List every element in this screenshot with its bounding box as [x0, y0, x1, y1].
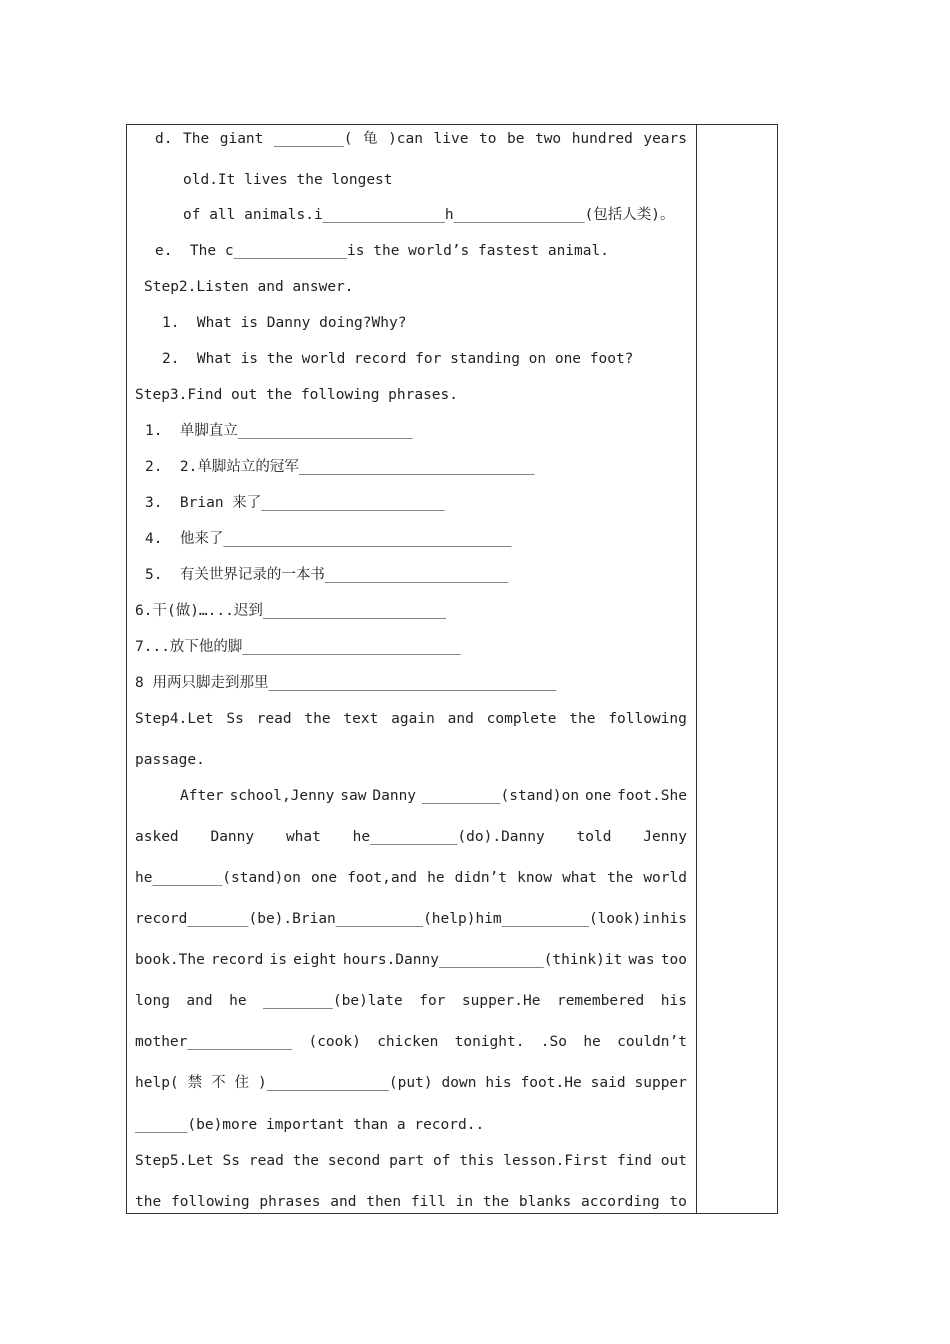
passage-line-1 — [180, 786, 687, 806]
word: complete — [486, 711, 557, 727]
word: supper — [634, 1075, 687, 1091]
word: record_______(be).Brian__________(help)him__________(look) — [135, 911, 642, 927]
word: school,Jenny — [229, 788, 335, 804]
word: world — [643, 870, 687, 886]
passage-line-8 — [135, 1073, 687, 1093]
passage-line-7 — [135, 1032, 687, 1052]
word: record — [210, 952, 264, 968]
word: and — [447, 711, 474, 727]
passage-line-9: ______(be)more important than a record.. — [135, 1117, 485, 1133]
word: foot.She — [617, 788, 687, 804]
word: his — [660, 911, 687, 927]
word: part — [389, 1153, 425, 1169]
passage-line-2 — [135, 827, 687, 847]
word: eight — [293, 952, 337, 968]
word: for — [419, 993, 446, 1009]
word: out — [660, 1153, 687, 1169]
word: his — [660, 993, 687, 1009]
passage-line-6 — [135, 991, 687, 1011]
question-1: 1. What is Danny doing?Why? — [162, 315, 407, 331]
word: lesson.First — [503, 1153, 609, 1169]
word: 住 — [234, 1075, 250, 1091]
word: the — [607, 870, 634, 886]
word: 不 — [211, 1075, 226, 1091]
word: one — [310, 870, 338, 886]
word: (cook) — [308, 1034, 361, 1050]
phrase-3: 3. Brian 来了_____________________ — [145, 495, 445, 511]
word: know — [517, 870, 553, 886]
word: following — [170, 1194, 250, 1210]
word: years — [643, 131, 687, 147]
word: too — [660, 952, 687, 968]
exercise-d-line-3: of all animals.i______________h_______________(包括人类)。 — [183, 207, 675, 223]
phrase-5: 5. 有关世界记录的一本书_____________________ — [145, 567, 509, 583]
phrase-8: 8 用两只脚走到那里_________________________________ — [135, 675, 557, 691]
word: the — [304, 711, 331, 727]
word: find — [616, 1153, 652, 1169]
word: chicken — [377, 1034, 439, 1050]
word: tonight. — [454, 1034, 525, 1050]
phrase-2: 2. 2.单脚站立的冠军___________________________ — [145, 459, 535, 475]
word: .So — [540, 1034, 567, 1050]
word: the — [135, 1194, 162, 1210]
word: fill — [410, 1194, 446, 1210]
word: Ss — [222, 1153, 240, 1169]
word: following — [608, 711, 687, 727]
word: text — [343, 711, 379, 727]
word: Step4.Let — [135, 711, 214, 727]
word: the — [482, 1194, 510, 1210]
word: long — [135, 993, 170, 1009]
word: he — [583, 1034, 601, 1050]
word: in — [455, 1194, 474, 1210]
worksheet-table — [126, 124, 778, 1214]
word: couldn’t — [617, 1034, 687, 1050]
word: said — [590, 1075, 626, 1091]
word: be — [506, 131, 525, 147]
word: this — [459, 1153, 495, 1169]
word: )can — [388, 131, 423, 147]
word: giant — [219, 131, 264, 147]
word: help( — [135, 1075, 179, 1091]
word: read — [256, 711, 292, 727]
word: according — [581, 1194, 660, 1210]
word: in — [642, 911, 660, 927]
word: saw — [340, 788, 367, 804]
word: to — [669, 1194, 687, 1210]
word: the — [292, 1153, 319, 1169]
word: 龟 — [363, 131, 378, 147]
word: d. — [155, 131, 173, 147]
word: what — [285, 829, 321, 845]
word: hundred — [571, 131, 633, 147]
question-2: 2. What is the world record for standing on one foot? — [162, 351, 634, 367]
word: of — [433, 1153, 451, 1169]
word: mother____________ — [135, 1034, 293, 1050]
word: down — [441, 1075, 477, 1091]
phrase-7: 7...放下他的脚_________________________ — [135, 639, 461, 655]
column-divider — [696, 125, 697, 1213]
word: is — [269, 952, 287, 968]
word: he__________(do).Danny — [352, 829, 545, 845]
word: Step5.Let — [135, 1153, 214, 1169]
step2-heading: Step2.Listen and answer. — [144, 279, 354, 295]
phrase-6: 6.干(做)…...迟到_____________________ — [135, 603, 447, 619]
word: foot.He — [520, 1075, 582, 1091]
word: read — [248, 1153, 284, 1169]
word: he — [427, 870, 445, 886]
step3-heading: Step3.Find out the following phrases. — [135, 387, 459, 403]
word: _________(stand)on — [421, 788, 580, 804]
word: and — [330, 1194, 357, 1210]
word: and — [186, 993, 213, 1009]
word: After — [180, 788, 224, 804]
exercise-d-line-1 — [155, 129, 687, 149]
word: the — [569, 711, 596, 727]
word: Ss — [226, 711, 244, 727]
word: he — [229, 993, 247, 1009]
word: didn’t — [454, 870, 508, 886]
word: Danny — [210, 829, 255, 845]
step5-line-1 — [135, 1151, 687, 1171]
passage-line-4 — [135, 909, 687, 929]
word: what — [562, 870, 597, 886]
word: ________( — [273, 131, 353, 147]
word: foot,and — [347, 870, 418, 886]
word: book.The — [135, 952, 205, 968]
word: supper.He — [461, 993, 541, 1009]
word: 禁 — [187, 1075, 203, 1091]
word: remembered — [556, 993, 645, 1009]
word: The — [183, 131, 210, 147]
word: phrases — [259, 1194, 321, 1210]
step4-heading-cont: passage. — [135, 752, 205, 768]
word: Jenny — [643, 829, 687, 845]
word: live — [433, 131, 469, 147]
word: ________(be)late — [263, 993, 403, 1009]
word: Danny — [372, 788, 417, 804]
word: asked — [135, 829, 179, 845]
step5-line-2 — [135, 1192, 687, 1212]
phrase-4: 4. 他来了_________________________________ — [145, 531, 512, 547]
passage-line-3 — [135, 868, 687, 888]
word: then — [366, 1194, 402, 1210]
word: )______________(put) — [257, 1075, 433, 1091]
word: told — [576, 829, 612, 845]
word: he________(stand)on — [135, 870, 301, 886]
word: two — [534, 131, 562, 147]
word: to — [478, 131, 497, 147]
word: hours.Danny____________(think)it — [342, 952, 623, 968]
exercise-d-line-2: old.It lives the longest — [183, 172, 393, 188]
exercise-e: e. The c_____________is the world’s fastest animal. — [155, 243, 609, 259]
phrase-1: 1. 单脚直立____________________ — [145, 423, 413, 439]
word: his — [485, 1075, 512, 1091]
word: was — [628, 952, 655, 968]
word: again — [391, 711, 435, 727]
word: one — [585, 788, 612, 804]
passage-line-5 — [135, 950, 687, 970]
word: second — [327, 1153, 381, 1169]
step4-heading — [135, 709, 687, 729]
word: blanks — [518, 1194, 572, 1210]
